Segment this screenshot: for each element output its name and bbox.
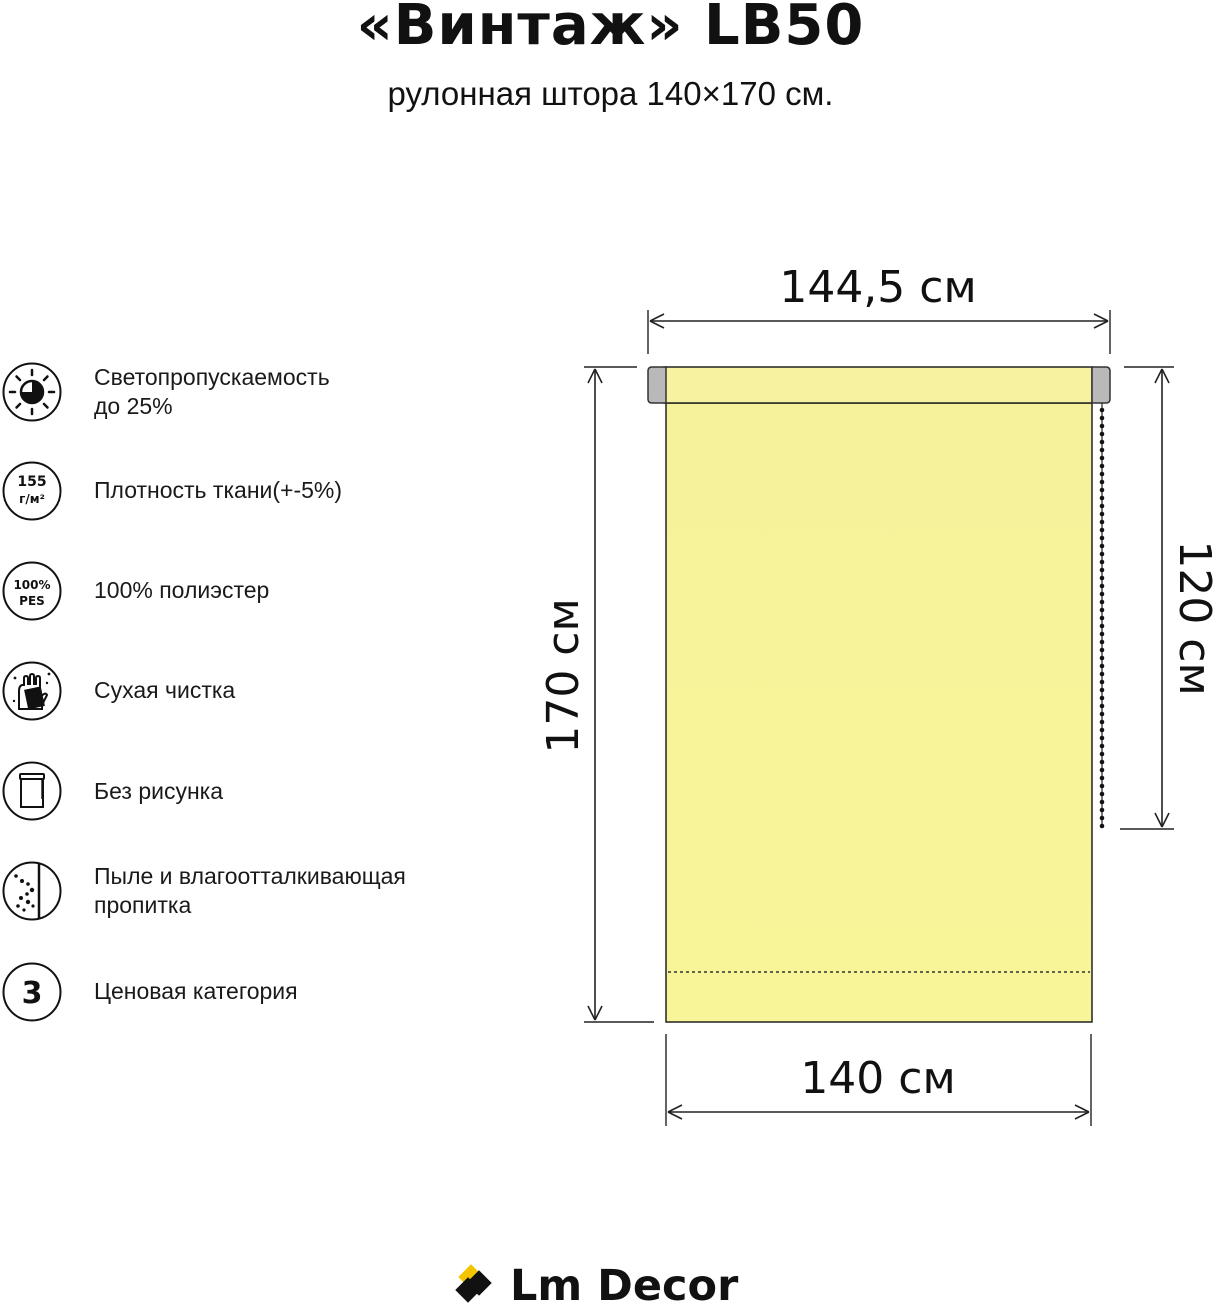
chain-bead: [1100, 424, 1105, 429]
blind-fabric: [666, 403, 1092, 1022]
chain-bead: [1100, 632, 1105, 637]
chain-bead: [1100, 728, 1105, 733]
chain-bead: [1100, 512, 1105, 517]
chain-bead: [1100, 824, 1105, 829]
feature-label: Ценовая категория: [94, 978, 298, 1004]
chain-bead: [1100, 640, 1105, 645]
chain-bead: [1100, 688, 1105, 693]
feature-label: 100% полиэстер: [94, 577, 270, 603]
chain-bead: [1100, 496, 1105, 501]
chain-bead: [1100, 560, 1105, 565]
chain-bead: [1100, 504, 1105, 509]
dimension-total-width: [648, 262, 1110, 354]
density-icon-value: 155: [17, 474, 47, 490]
chain-bead: [1100, 408, 1105, 413]
fabric-width-label: 140 см: [800, 1053, 956, 1104]
chain-bead: [1100, 592, 1105, 597]
chain-bead: [1100, 712, 1105, 717]
chain-bead: [1100, 704, 1105, 709]
chain-bead: [1100, 456, 1105, 461]
brand-logo: [448, 1258, 788, 1314]
left-bracket: [648, 367, 666, 403]
product-title: «Винтаж» LB50: [356, 0, 865, 58]
feature-label: Светопропускаемость до 25%: [94, 364, 330, 419]
chain-bead: [1100, 584, 1105, 589]
chain-bead: [1100, 656, 1105, 661]
feature-label: Пыле и влагоотталкивающая пропитка: [94, 863, 406, 918]
chain-bead: [1100, 672, 1105, 677]
chain-bead: [1100, 600, 1105, 605]
chain-bead: [1100, 616, 1105, 621]
chain-bead: [1100, 608, 1105, 613]
brand-logo-mark: [448, 1262, 496, 1310]
density-icon-unit: г/м²: [19, 492, 45, 506]
chain-bead: [1100, 472, 1105, 477]
chain-bead: [1100, 568, 1105, 573]
chain-bead: [1100, 544, 1105, 549]
material-icon-code: PES: [19, 594, 45, 608]
chain-bead: [1100, 792, 1105, 797]
chain-bead: [1100, 760, 1105, 765]
chain-bead: [1100, 664, 1105, 669]
price-category-value: 3: [21, 976, 43, 1011]
chain-bead: [1100, 648, 1105, 653]
total-width-label: 144,5 см: [779, 262, 977, 313]
chain-bead: [1100, 808, 1105, 813]
feature-label: Плотность ткани(+-5%): [94, 477, 343, 503]
chain-bead: [1100, 536, 1105, 541]
chain-bead: [1100, 432, 1105, 437]
brand-name: Lm Decor: [510, 1261, 739, 1311]
right-bracket: [1092, 367, 1110, 403]
chain-bead: [1100, 416, 1105, 421]
material-icon-percent: 100%: [13, 578, 51, 592]
chain-bead: [1100, 744, 1105, 749]
chain-bead: [1100, 816, 1105, 821]
chain-bead: [1100, 528, 1105, 533]
chain-bead: [1100, 488, 1105, 493]
dimension-chain-length: [1120, 367, 1220, 829]
chain-bead: [1100, 552, 1105, 557]
chain-bead: [1100, 480, 1105, 485]
chain-bead: [1100, 768, 1105, 773]
feature-label: Сухая чистка: [94, 677, 236, 703]
blind-roller: [664, 367, 1092, 403]
chain-bead: [1100, 752, 1105, 757]
height-label: 170 см: [538, 598, 589, 754]
product-subtitle: рулонная штора 140×170 см.: [387, 75, 834, 112]
chain-bead: [1100, 576, 1105, 581]
chain-bead: [1100, 440, 1105, 445]
dimension-height: [538, 367, 654, 1022]
chain-length-label: 120 см: [1169, 540, 1220, 696]
chain-bead: [1100, 464, 1105, 469]
dimension-fabric-width: [666, 1034, 1091, 1126]
chain-bead: [1100, 448, 1105, 453]
chain-bead: [1100, 784, 1105, 789]
chain-bead: [1100, 720, 1105, 725]
chain-bead: [1100, 520, 1105, 525]
chain-bead: [1100, 776, 1105, 781]
chain-bead: [1100, 696, 1105, 701]
chain-bead: [1100, 800, 1105, 805]
chain-bead: [1100, 736, 1105, 741]
chain-bead: [1100, 680, 1105, 685]
feature-label: Без рисунка: [94, 778, 224, 804]
chain-bead: [1100, 624, 1105, 629]
